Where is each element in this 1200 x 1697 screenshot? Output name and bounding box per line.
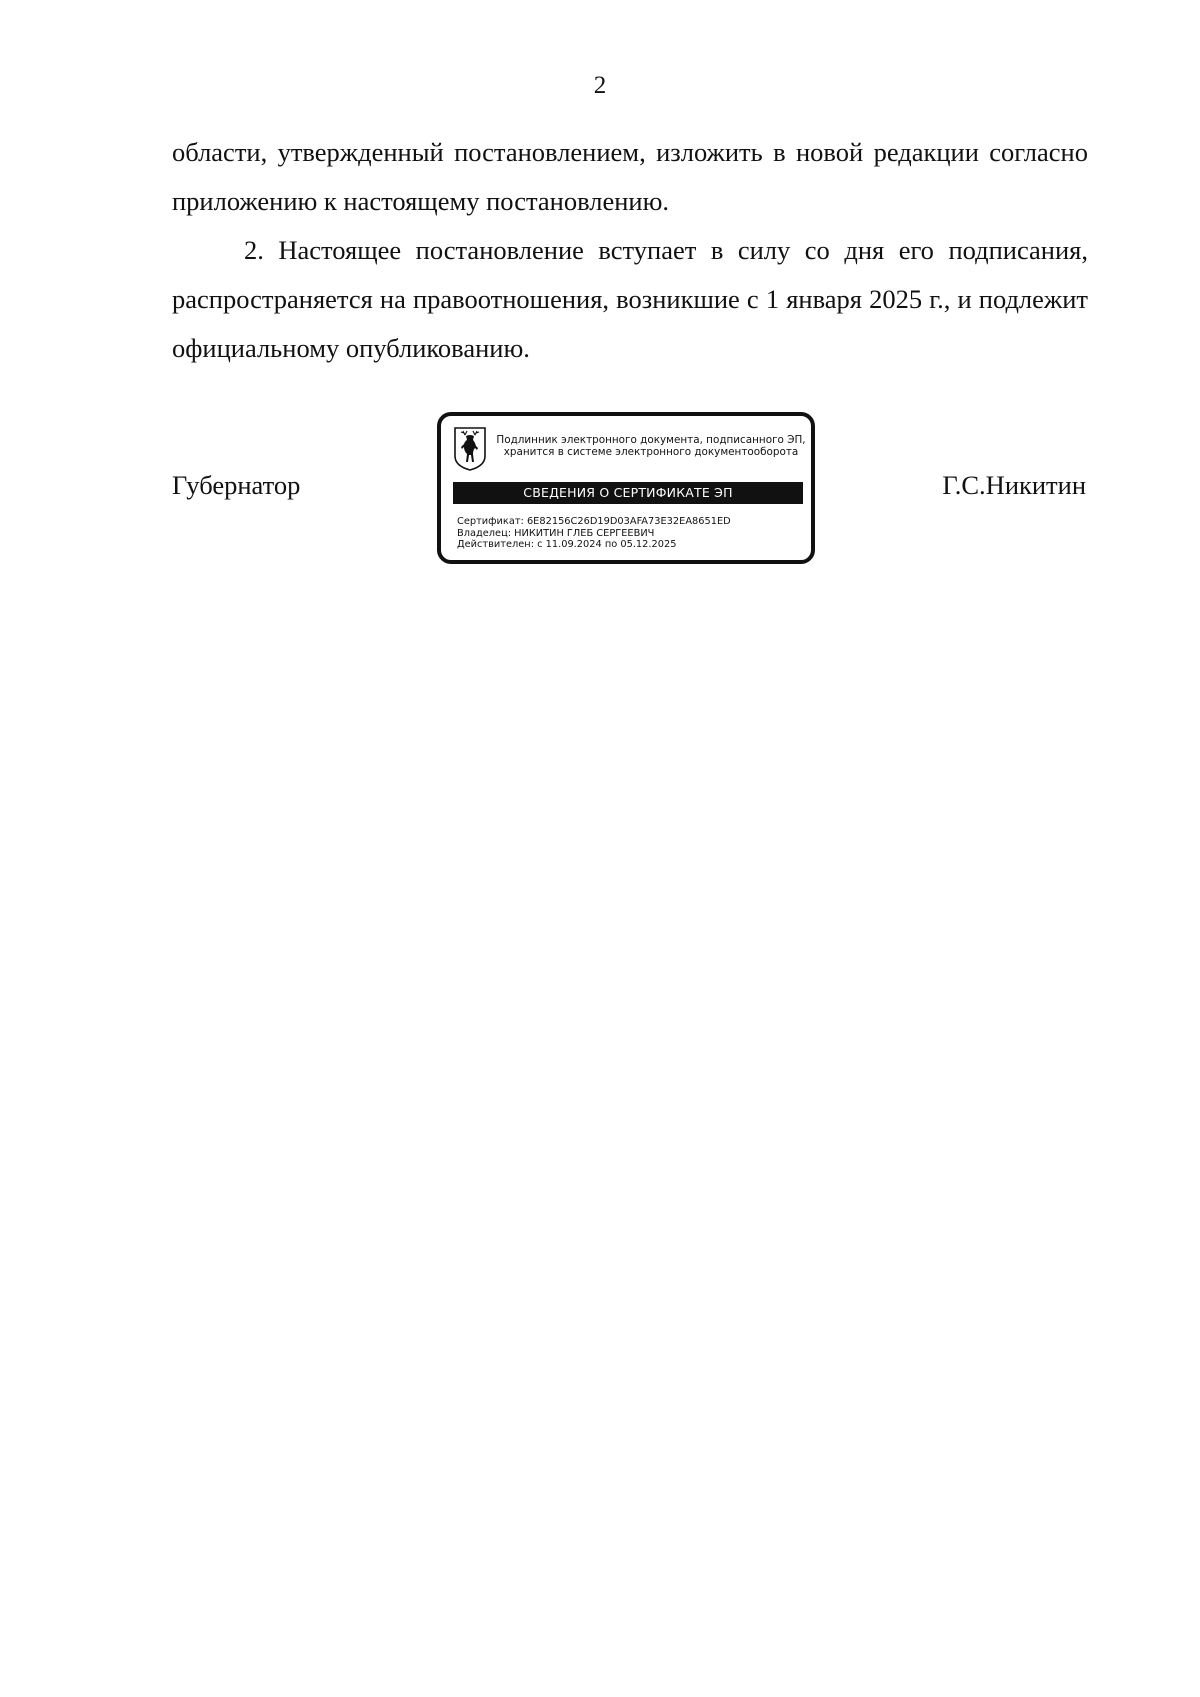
certificate-number: Сертификат: 6E82156C26D19D03AFA73E32EA8651ED [457,516,731,527]
document-body [172,128,1088,373]
certificate-owner: Владелец: НИКИТИН ГЛЕБ СЕРГЕЕВИЧ [457,527,655,539]
paragraph-continuation: области, утвержденный постановлением, изложить в новой редакции согласно приложению к настоящему постановлению. [172,137,1088,216]
certificate-details [457,516,731,551]
electronic-signature-stamp [437,412,815,564]
deer-coat-of-arms-icon [453,426,487,472]
signatory-position: Губернатор [172,470,301,500]
signature-block [172,412,1088,577]
stamp-header-line: хранится в системе электронного документооборота [503,446,799,458]
paragraph-item-2: 2. Настоящее постановление вступает в силу со дня его подписания, распространяется на правоотношения, возникшие с 1 января 2025 г., и подлежит официальному опубликованию. [172,235,1088,363]
stamp-header [491,434,811,458]
certificate-validity: Действителен: с 11.09.2024 по 05.12.2025 [457,539,677,550]
stamp-header-line: Подлинник электронного документа, подписанного ЭП, [496,434,806,446]
certificate-info-title: СВЕДЕНИЯ О СЕРТИФИКАТЕ ЭП [453,482,803,504]
signatory-name: Г.С.Никитин [942,470,1086,500]
page-number: 2 [593,72,607,99]
